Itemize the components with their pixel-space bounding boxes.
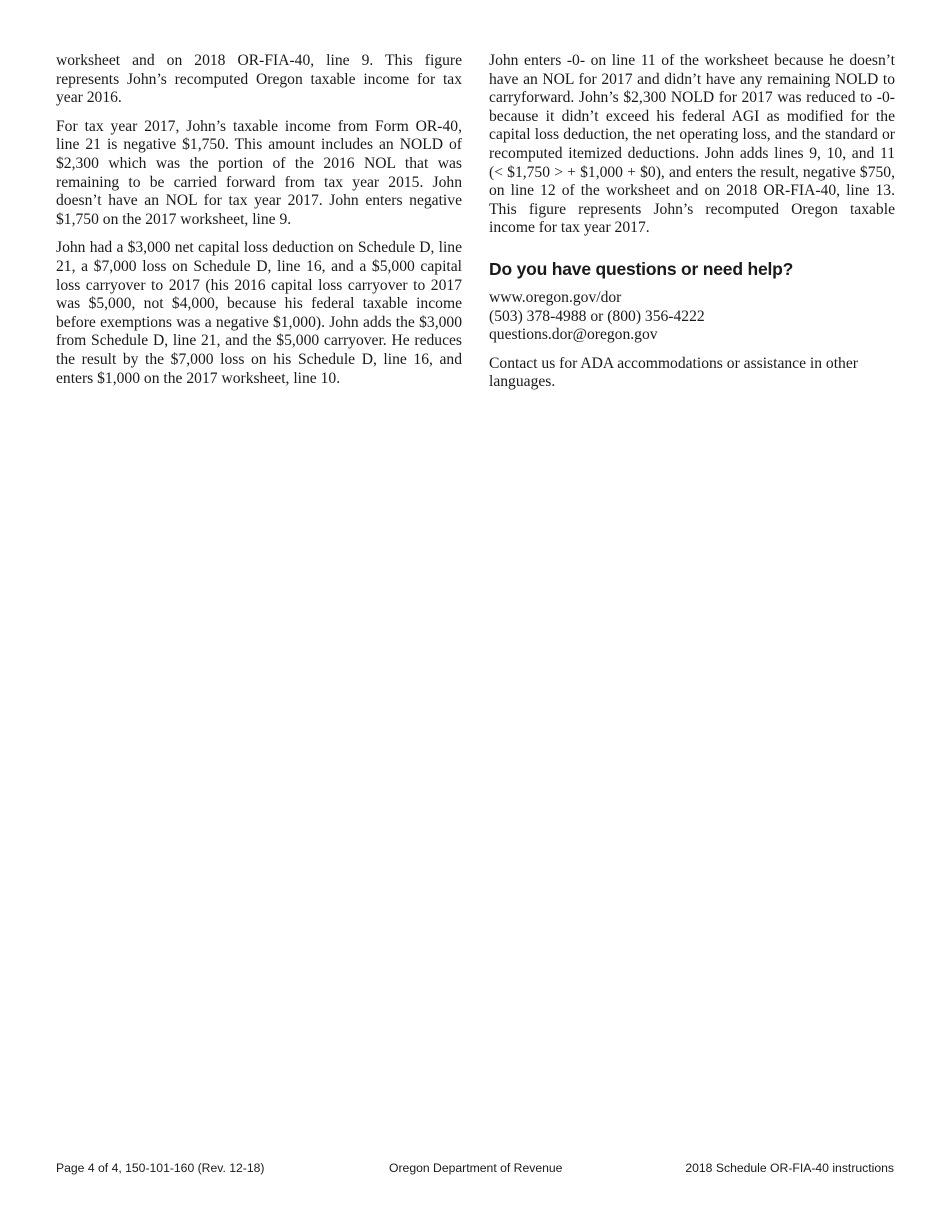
page-footer bbox=[56, 1160, 894, 1176]
website-link[interactable]: www.oregon.gov/dor bbox=[489, 288, 622, 306]
help-heading: Do you have questions or need help? bbox=[489, 258, 794, 279]
phone-numbers: (503) 378-4988 or (800) 356-4222 bbox=[489, 307, 705, 325]
paragraph-capital-loss: John had a $3,000 net capital loss deduction on Schedule D, line 21, a $7,000 loss on Schedule D, line 16, and a $5,000 capital loss carryover to 2017 (his 2016 capital loss carryover to 2017 was $5,000, not $4,000, because his federal taxable income before exemptions was a negative $1,000). John adds the $3,000 from Schedule D, line 21, and the $5,000 carryover. He reduces the result by the $7,000 loss on his Schedule D, line 16, and enters $1,000 on the 2017 worksheet, line 10. bbox=[56, 239, 462, 387]
footer-agency: Oregon Department of Revenue bbox=[389, 1161, 563, 1175]
email-link[interactable]: questions.dor@oregon.gov bbox=[489, 326, 658, 344]
paragraph-2016-recomputed-income: worksheet and on 2018 OR-FIA-40, line 9. This figure represents John’s recomputed Oregon taxable income for tax year 2016. bbox=[56, 52, 462, 107]
right-column bbox=[489, 52, 895, 402]
contact-info bbox=[489, 289, 895, 345]
left-column bbox=[56, 52, 462, 388]
ada-note: Contact us for ADA accommodations or assistance in other languages. bbox=[489, 354, 858, 391]
paragraph-2017-taxable-income: For tax year 2017, John’s taxable income from Form OR-40, line 21 is negative $1,750. This amount includes an NOLD of $2,300 which was the portion of the 2016 NOL that was remaining to be carried forward from tax year 2015. John doesn’t have an NOL for tax year 2017. John enters negative $1,750 on the 2017 worksheet, line 9. bbox=[56, 117, 462, 228]
footer-document-title: 2018 Schedule OR-FIA-40 instructions bbox=[685, 1161, 894, 1175]
paragraph-2017-recomputed-income: John enters -0- on line 11 of the worksheet because he doesn’t have an NOL for 2017 and didn’t have any remaining NOLD to carryforward. John’s $2,300 NOLD for 2017 was reduced to -0- because it didn’t exceed his federal AGI as modified for the capital loss deduction, the net operating loss, and the standard or recomputed itemized deductions. John adds lines 9, 10, and 11 (< $1,750 > + $1,000 + $0), and enters the result, negative $750, on line 12 of the worksheet and on 2018 OR-FIA-40, line 13. This figure represents John’s recomputed Oregon taxable income for tax year 2017. bbox=[489, 52, 895, 237]
footer-page-info: Page 4 of 4, 150-101-160 (Rev. 12-18) bbox=[56, 1161, 265, 1175]
